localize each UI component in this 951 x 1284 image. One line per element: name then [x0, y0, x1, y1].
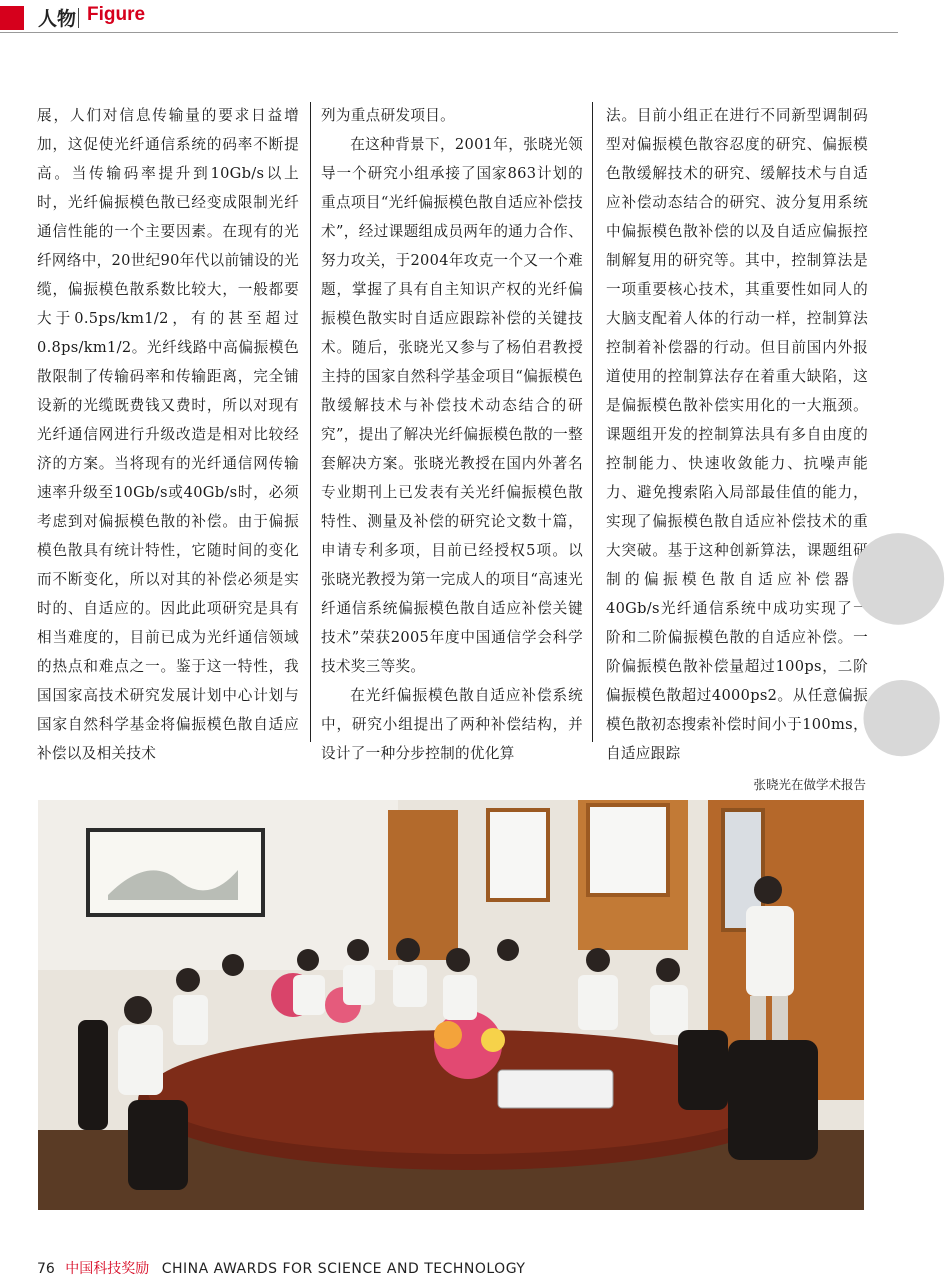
- column-divider: [310, 102, 311, 742]
- paragraph: 列为重点研发项目。: [321, 107, 456, 124]
- magazine-name-cn: 中国科技奖励: [65, 1261, 150, 1277]
- section-title-cn: 人物: [38, 8, 77, 30]
- header-rule: [0, 32, 898, 33]
- section-marker: [0, 6, 24, 30]
- text-column-1: [37, 101, 299, 768]
- conference-photo: [38, 800, 864, 1210]
- text-column-2: [321, 101, 583, 768]
- paragraph: 法。目前小组正在进行不同新型调制码型对偏振模色散容忍度的研究、偏振模色散缓解技术的研究、缓解技术与自适应补偿动态结合的研究、波分复用系统中偏振模色散补偿的以及自适应偏振控制解复用的研究等。其中，控制算法是一项重要核心技术，其重要性如同人的大脑支配着人体的行动一样，控制算法控制着补偿器的行动。但目前国内外报道使用的控制算法存在着重大缺陷，这是偏振模色散补偿实用化的一大瓶颈。课题组开发的控制算法具有多自由度的控制能力、快速收敛能力、抗噪声能力、避免搜索陷入局部最佳值的能力，实现了偏振模色散自适应补偿技术的重大突破。基于这种创新算法，课题组研制的偏振模色散自适应补偿器在40Gb/s光纤通信系统中成功实现了一阶和二阶偏振模色散的自适应补偿。一阶偏振模色散补偿量超过100ps，二阶偏振模色散超过4000ps2。从任意偏振模色散初态搜索补偿时间小于100ms，自适应跟踪: [606, 107, 868, 762]
- watermark-decoration: ●: [858, 651, 946, 768]
- paragraph: 在这种背景下，2001年，张晓光领导一个研究小组承接了国家863计划的重点项目“光纤偏振模色散自适应补偿技术”，经过课题组成员两年的通力合作、努力攻关，于2004年攻克一个又一个难题，掌握了具有自主知识产权的光纤偏振模色散实时自适应跟踪补偿的关键技术。随后，张晓光又参与了杨伯君教授主持的国家自然科学基金项目“偏振模色散缓解技术与补偿技术动态结合的研究”，提出了解决光纤偏振模色散的一整套解决方案。张晓光教授在国内外著名专业期刊上已发表有关光纤偏振模色散特性、测量及补偿的研究论文数十篇，申请专利多项，目前已经授权5项。以张晓光教授为第一完成人的项目“高速光纤通信系统偏振模色散自适应补偿关键技术”荣获2005年度中国通信学会科学技术奖三等奖。: [321, 136, 583, 675]
- paragraph: 展，人们对信息传输量的要求日益增加，这促使光纤通信系统的码率不断提高。当传输码率提升到10Gb/s以上时，光纤偏振模色散已经变成限制光纤通信性能的一个主要因素。在现有的光纤网络中，20世纪90年代以前铺设的光缆，偏振模色散系数比较大，一般都要大于0.5ps/km1/2，有的甚至超过0.8ps/km1/2。光纤线路中高偏振模色散限制了传输码率和传输距离，完全铺设新的光缆既费钱又费时，所以对现有光纤通信网进行升级改造是相对比较经济的方案。当将现有的光纤通信网传输速率升级至10Gb/s或40Gb/s时，必须考虑到对偏振模色散的补偿。由于偏振模色散具有统计特性，它随时间的变化而不断变化，所以对其的补偿必须是实时的、自适应的。因此此项研究是具有相当难度的，目前已成为光纤通信领域的热点和难点之一。鉴于这一特性，我国国家高技术研究发展计划中心计划与国家自然科学基金将偏振模色散自适应补偿以及相关技术: [37, 107, 299, 762]
- page-footer: [37, 1258, 525, 1278]
- header-divider: [78, 8, 79, 28]
- magazine-name-en: CHINA AWARDS FOR SCIENCE AND TECHNOLOGY: [161, 1261, 526, 1277]
- watermark-decoration: ●: [846, 500, 951, 639]
- page-number: 76: [37, 1261, 55, 1277]
- photo-caption: 张晓光在做学术报告: [753, 777, 866, 792]
- paragraph: 在光纤偏振模色散自适应补偿系统中，研究小组提出了两种补偿结构，并设计了一种分步控制的优化算: [321, 687, 583, 762]
- text-column-3: [606, 101, 868, 768]
- section-title-en: Figure: [87, 4, 146, 25]
- column-divider: [592, 102, 593, 742]
